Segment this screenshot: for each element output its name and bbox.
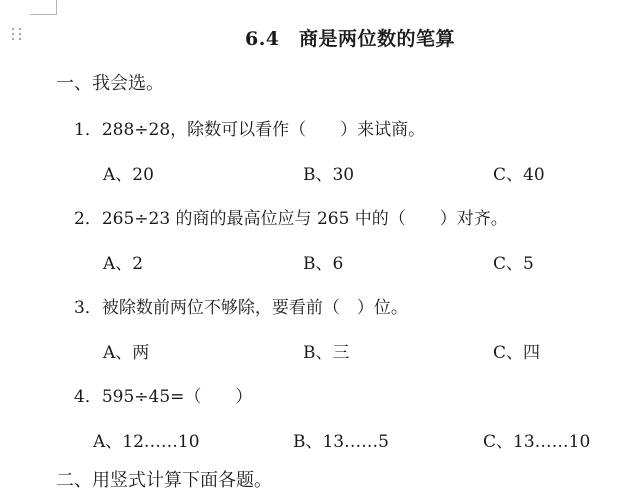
question-4-option-b: B、13……5	[293, 432, 389, 452]
question-1-option-a: A、20	[103, 165, 154, 185]
question-1: 1．288÷28，除数可以看作（ ）来试商。	[74, 120, 426, 140]
question-1-option-c: C、40	[493, 165, 545, 185]
question-2-option-c: C、5	[493, 254, 534, 274]
question-4-option-c: C、13……10	[483, 432, 591, 452]
page-margin-marker	[30, 0, 57, 15]
document-title: 6.4 商是两位数的笔算	[244, 28, 456, 50]
question-4-option-a: A、12……10	[93, 432, 200, 452]
question-4: 4．595÷45=（ ）	[74, 387, 253, 407]
question-3: 3．被除数前两位不够除，要看前（ ）位。	[74, 298, 408, 318]
question-3-option-a: A、两	[103, 343, 150, 363]
section-heading-choose: 一、我会选。	[56, 73, 164, 94]
question-3-option-c: C、四	[493, 343, 541, 363]
question-2-option-a: A、2	[103, 254, 144, 274]
question-1-option-b: B、30	[303, 165, 355, 185]
question-3-option-b: B、三	[303, 343, 350, 363]
question-2-option-b: B、6	[303, 254, 344, 274]
question-2: 2．265÷23 的商的最高位应与 265 中的（ ）对齐。	[74, 209, 508, 229]
section-heading-vertical-calc: 二、用竖式计算下面各题。	[56, 470, 272, 491]
